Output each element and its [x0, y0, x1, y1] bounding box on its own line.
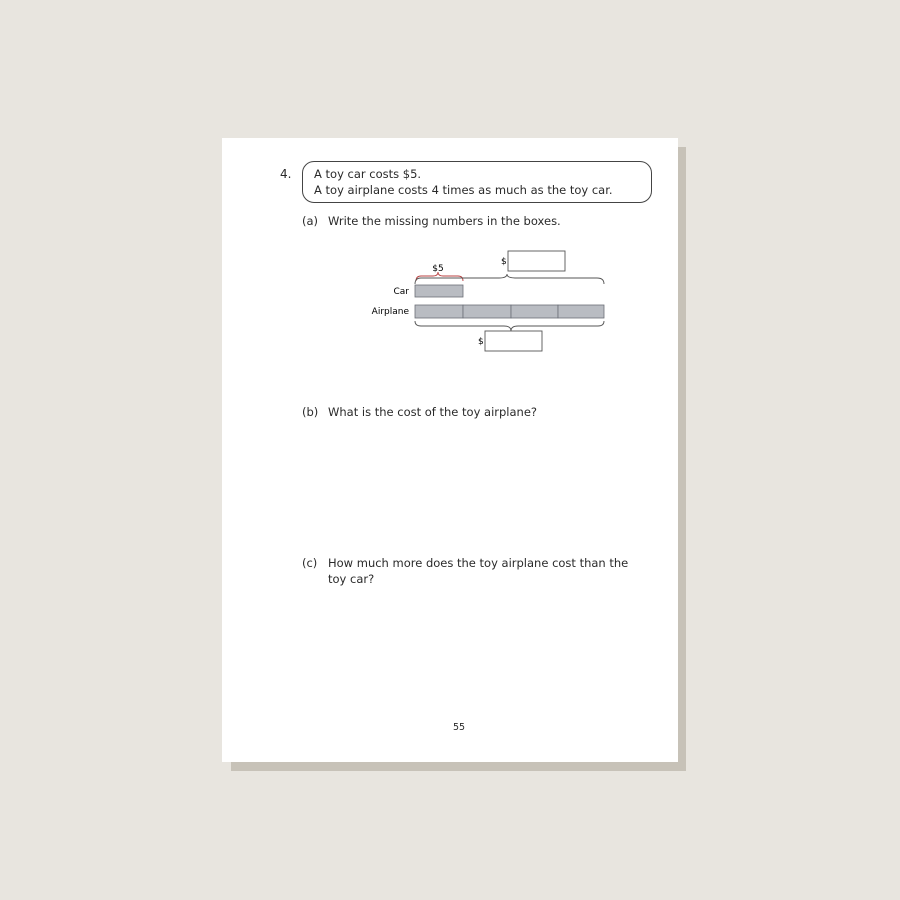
- airplane-bottom-brace: [415, 321, 604, 331]
- bottom-answer-box[interactable]: [485, 331, 542, 351]
- part-c-line-2: toy car?: [328, 572, 375, 586]
- airplane-bar-unit-1: [415, 305, 463, 318]
- top-dollar-sign: $: [501, 257, 507, 267]
- airplane-bar-unit-4: [558, 305, 604, 318]
- part-a-text: Write the missing numbers in the boxes.: [328, 214, 561, 228]
- bar-model-diagram: [222, 138, 678, 378]
- part-c-line-1: How much more does the toy airplane cost than the: [328, 556, 629, 570]
- total-top-brace: [415, 274, 604, 284]
- part-b-label: (b): [302, 405, 319, 419]
- bottom-dollar-sign: $: [478, 337, 484, 347]
- car-label: Car: [393, 287, 409, 297]
- part-c: [302, 555, 628, 587]
- airplane-bar-unit-2: [463, 305, 511, 318]
- part-c-label: (c): [302, 556, 318, 570]
- top-answer-box[interactable]: [508, 251, 565, 271]
- unit-label: $5: [432, 264, 444, 274]
- car-bar-unit: [415, 285, 463, 297]
- question-number: 4.: [280, 167, 292, 181]
- part-b: [302, 404, 537, 420]
- page-number: 55: [452, 722, 466, 733]
- part-a-label: (a): [302, 214, 319, 228]
- airplane-label: Airplane: [371, 307, 409, 317]
- question-line-2: A toy airplane costs 4 times as much as the toy car.: [314, 183, 613, 197]
- airplane-bar-unit-3: [511, 305, 558, 318]
- worksheet-page: [222, 138, 678, 762]
- part-b-text: What is the cost of the toy airplane?: [328, 405, 538, 419]
- question-line-1: A toy car costs $5.: [314, 167, 422, 181]
